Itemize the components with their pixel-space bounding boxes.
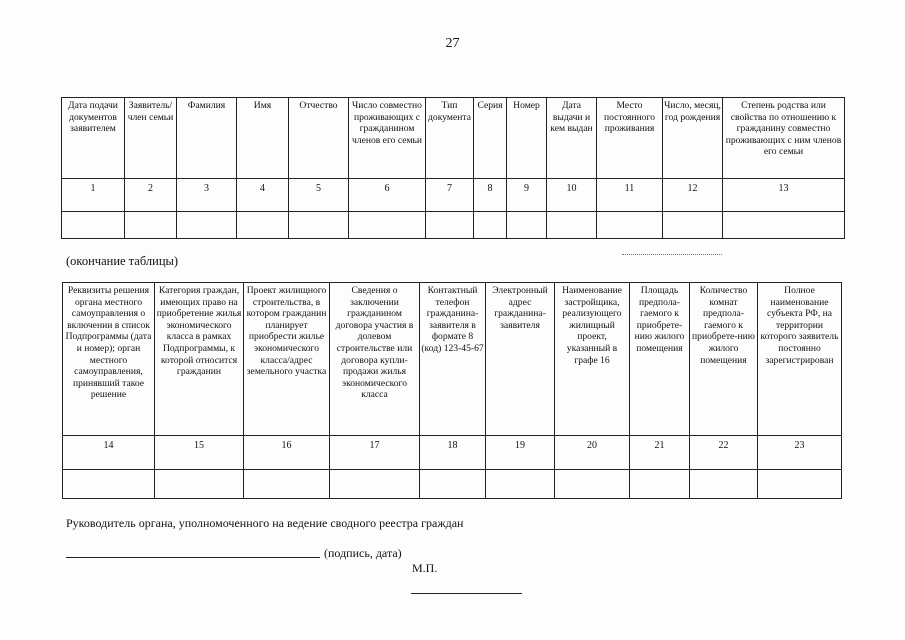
column-number: 22 xyxy=(690,436,758,470)
empty-cell xyxy=(63,470,155,499)
column-number: 3 xyxy=(177,179,237,212)
empty-cell xyxy=(155,470,244,499)
column-number: 21 xyxy=(630,436,690,470)
column-number: 11 xyxy=(597,179,663,212)
empty-cell xyxy=(723,212,845,239)
column-number: 7 xyxy=(426,179,474,212)
column-number: 15 xyxy=(155,436,244,470)
column-number-row xyxy=(62,179,845,212)
applicants-table-continuation xyxy=(62,282,842,499)
column-number: 16 xyxy=(244,436,330,470)
scan-mark xyxy=(622,254,722,255)
stamp-line xyxy=(411,593,522,594)
column-header: Площадь предпола-гаемого к приобрете-нию жилого помещения xyxy=(630,283,690,436)
column-header: Число совместно проживающих с гражданином членов его семьи xyxy=(349,98,426,179)
page-number: 27 xyxy=(445,36,460,51)
empty-cell xyxy=(244,470,330,499)
column-header: Количество комнат предпола-гаемого к приобрете-нию жилого помещения xyxy=(690,283,758,436)
column-header: Полное наименование субъекта РФ, на территории которого заявитель постоянно зарегистрирован xyxy=(758,283,842,436)
empty-cell xyxy=(507,212,547,239)
empty-cell xyxy=(663,212,723,239)
column-header: Отчество xyxy=(289,98,349,179)
column-number: 10 xyxy=(547,179,597,212)
column-header: Место постоянного проживания xyxy=(597,98,663,179)
column-number: 12 xyxy=(663,179,723,212)
column-header: Серия xyxy=(474,98,507,179)
empty-cell xyxy=(486,470,555,499)
empty-cell xyxy=(289,212,349,239)
empty-cell xyxy=(420,470,486,499)
table-header-row xyxy=(62,98,845,179)
column-number: 2 xyxy=(125,179,177,212)
column-header: Степень родства или свойства по отношению к гражданину совместно проживающих с ним членов его семьи xyxy=(723,98,845,179)
column-header: Заявитель/ член семьи xyxy=(125,98,177,179)
empty-row xyxy=(62,212,845,239)
column-header: Тип документа xyxy=(426,98,474,179)
column-number: 9 xyxy=(507,179,547,212)
applicants-table xyxy=(61,97,845,239)
signature-line xyxy=(66,557,320,558)
column-number: 17 xyxy=(330,436,420,470)
empty-cell xyxy=(237,212,289,239)
empty-cell xyxy=(690,470,758,499)
empty-cell xyxy=(125,212,177,239)
column-number: 13 xyxy=(723,179,845,212)
column-header: Сведения о заключении гражданином договора участия в долевом строительстве или договора купли-продажи жилья экономического класса xyxy=(330,283,420,436)
empty-cell xyxy=(555,470,630,499)
empty-cell xyxy=(758,470,842,499)
empty-cell xyxy=(474,212,507,239)
column-number: 8 xyxy=(474,179,507,212)
column-header: Дата выдачи и кем выдан xyxy=(547,98,597,179)
empty-cell xyxy=(426,212,474,239)
empty-cell xyxy=(597,212,663,239)
empty-cell xyxy=(547,212,597,239)
head-of-authority-text: Руководитель органа, уполномоченного на ведение сводного реестра граждан xyxy=(66,516,464,530)
column-header: Категория граждан, имеющих право на приобретение жилья экономического класса в рамках Подпрограммы, к которой относится гражданин xyxy=(155,283,244,436)
column-number: 14 xyxy=(63,436,155,470)
empty-row xyxy=(63,470,842,499)
column-header: Имя xyxy=(237,98,289,179)
column-number: 18 xyxy=(420,436,486,470)
column-header: Наименование застройщика, реализующего жилищный проект, указанный в графе 16 xyxy=(555,283,630,436)
column-number-row xyxy=(63,436,842,470)
empty-cell xyxy=(62,212,125,239)
column-number: 23 xyxy=(758,436,842,470)
column-number: 6 xyxy=(349,179,426,212)
column-header: Фамилия xyxy=(177,98,237,179)
empty-cell xyxy=(630,470,690,499)
column-header: Реквизиты решения органа местного самоуправления о включении в список Подпрограммы (дата и номер); орган местного самоуправления, принявший такое решение xyxy=(63,283,155,436)
empty-cell xyxy=(330,470,420,499)
column-header: Проект жилищного строительства, в котором гражданин планирует приобрести жилье экономического класса/адрес земельного участка xyxy=(244,283,330,436)
column-header: Число, месяц, год рождения xyxy=(663,98,723,179)
empty-cell xyxy=(177,212,237,239)
empty-cell xyxy=(349,212,426,239)
stamp-place-label: М.П. xyxy=(412,561,438,575)
column-number: 5 xyxy=(289,179,349,212)
column-header: Электронный адрес гражданина-заявителя xyxy=(486,283,555,436)
table-header-row xyxy=(63,283,842,436)
column-number: 4 xyxy=(237,179,289,212)
column-header: Контактный телефон гражданина-заявителя в формате 8 (код) 123-45-67 xyxy=(420,283,486,436)
table-continuation-caption: (окончание таблицы) xyxy=(66,254,179,268)
column-number: 19 xyxy=(486,436,555,470)
column-header: Номер xyxy=(507,98,547,179)
column-number: 1 xyxy=(62,179,125,212)
column-number: 20 xyxy=(555,436,630,470)
column-header: Дата подачи документов заявителем xyxy=(62,98,125,179)
signature-label: (подпись, дата) xyxy=(324,546,402,560)
